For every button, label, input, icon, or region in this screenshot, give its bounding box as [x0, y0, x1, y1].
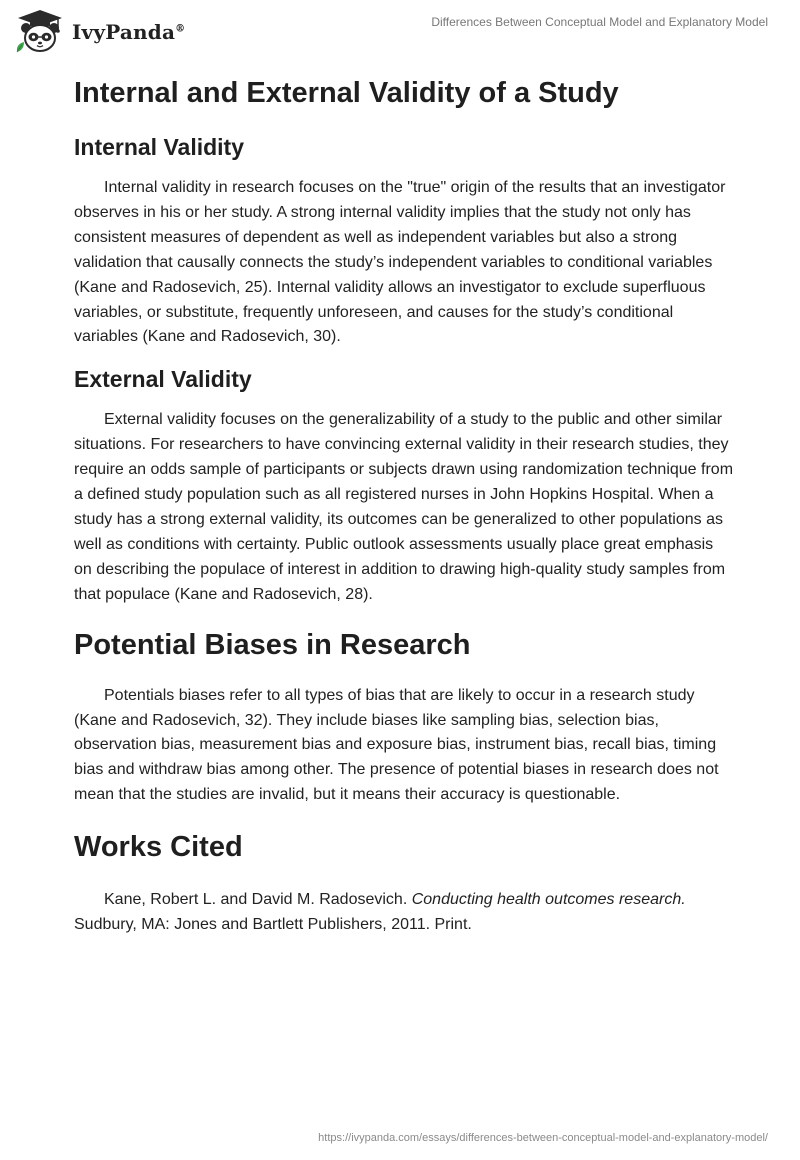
ivypanda-logo[interactable] [14, 8, 185, 56]
essay-content [74, 70, 734, 938]
paragraph-internal-validity: Internal validity in research focuses on the "true" origin of the results that an investigator observes in his or her study. A strong internal validity implies that the study not only has consistent measures of dependent as well as independent variables but also a strong validation that causally connects the study’s independent variables to conditional variables (Kane and Radosevich, 25). Internal validity allows an investigator to exclude superfluous variables, or substitute, frequently unforeseen, and causes for the study’s conditional variables (Kane and Radosevich, 30). [74, 179, 726, 346]
citation-publisher: Sudbury, MA: Jones and Bartlett Publishers, 2011. Print. [74, 916, 472, 934]
section-title-validity: Internal and External Validity of a Study [74, 77, 619, 109]
footer-source-url[interactable]: https://ivypanda.com/essays/differences-between-conceptual-model-and-explanatory-model/ [318, 1132, 768, 1144]
citation-title: Conducting health outcomes research. [411, 891, 686, 909]
panda-graduate-icon [14, 8, 66, 56]
page-header [0, 0, 800, 64]
document-title: Differences Between Conceptual Model and Explanatory Model [431, 15, 768, 29]
paragraph-biases: Potentials biases refer to all types of bias that are likely to occur in a research study (Kane and Radosevich, 32). They include biases like sampling bias, selection bias, observation bias, measurement bias and exposure bias, instrument bias, recall bias, timing bias and withdraw bias among other. The presence of potential biases in research does not mean that the studies are invalid, but it means their accuracy is questionable. [74, 686, 719, 804]
citation-entry [74, 888, 734, 938]
heading-external-validity: External Validity [74, 366, 252, 393]
paragraph-external-validity: External validity focuses on the generalizability of a study to the public and other similar situations. For researchers to have convincing external validity in their research studies, they require an odds sample of participants or subjects drawn using randomization technique from a defined study population such as all registered nurses in John Hopkins Hospital. When a study has a strong external validity, its outcomes can be generalized to other populations as well as conditions with certainty. Public outlook assessments usually place great emphasis on describing the populace of interest in addition to drawing high-quality study samples from that populace (Kane and Radosevich, 28). [74, 411, 734, 603]
logo-wordmark: IvyPanda® [72, 20, 186, 44]
section-title-works-cited: Works Cited [74, 831, 243, 864]
heading-internal-validity: Internal Validity [74, 134, 244, 160]
section-title-biases: Potential Biases in Research [74, 628, 471, 661]
citation-authors: Kane, Robert L. and David M. Radosevich. [104, 891, 412, 909]
